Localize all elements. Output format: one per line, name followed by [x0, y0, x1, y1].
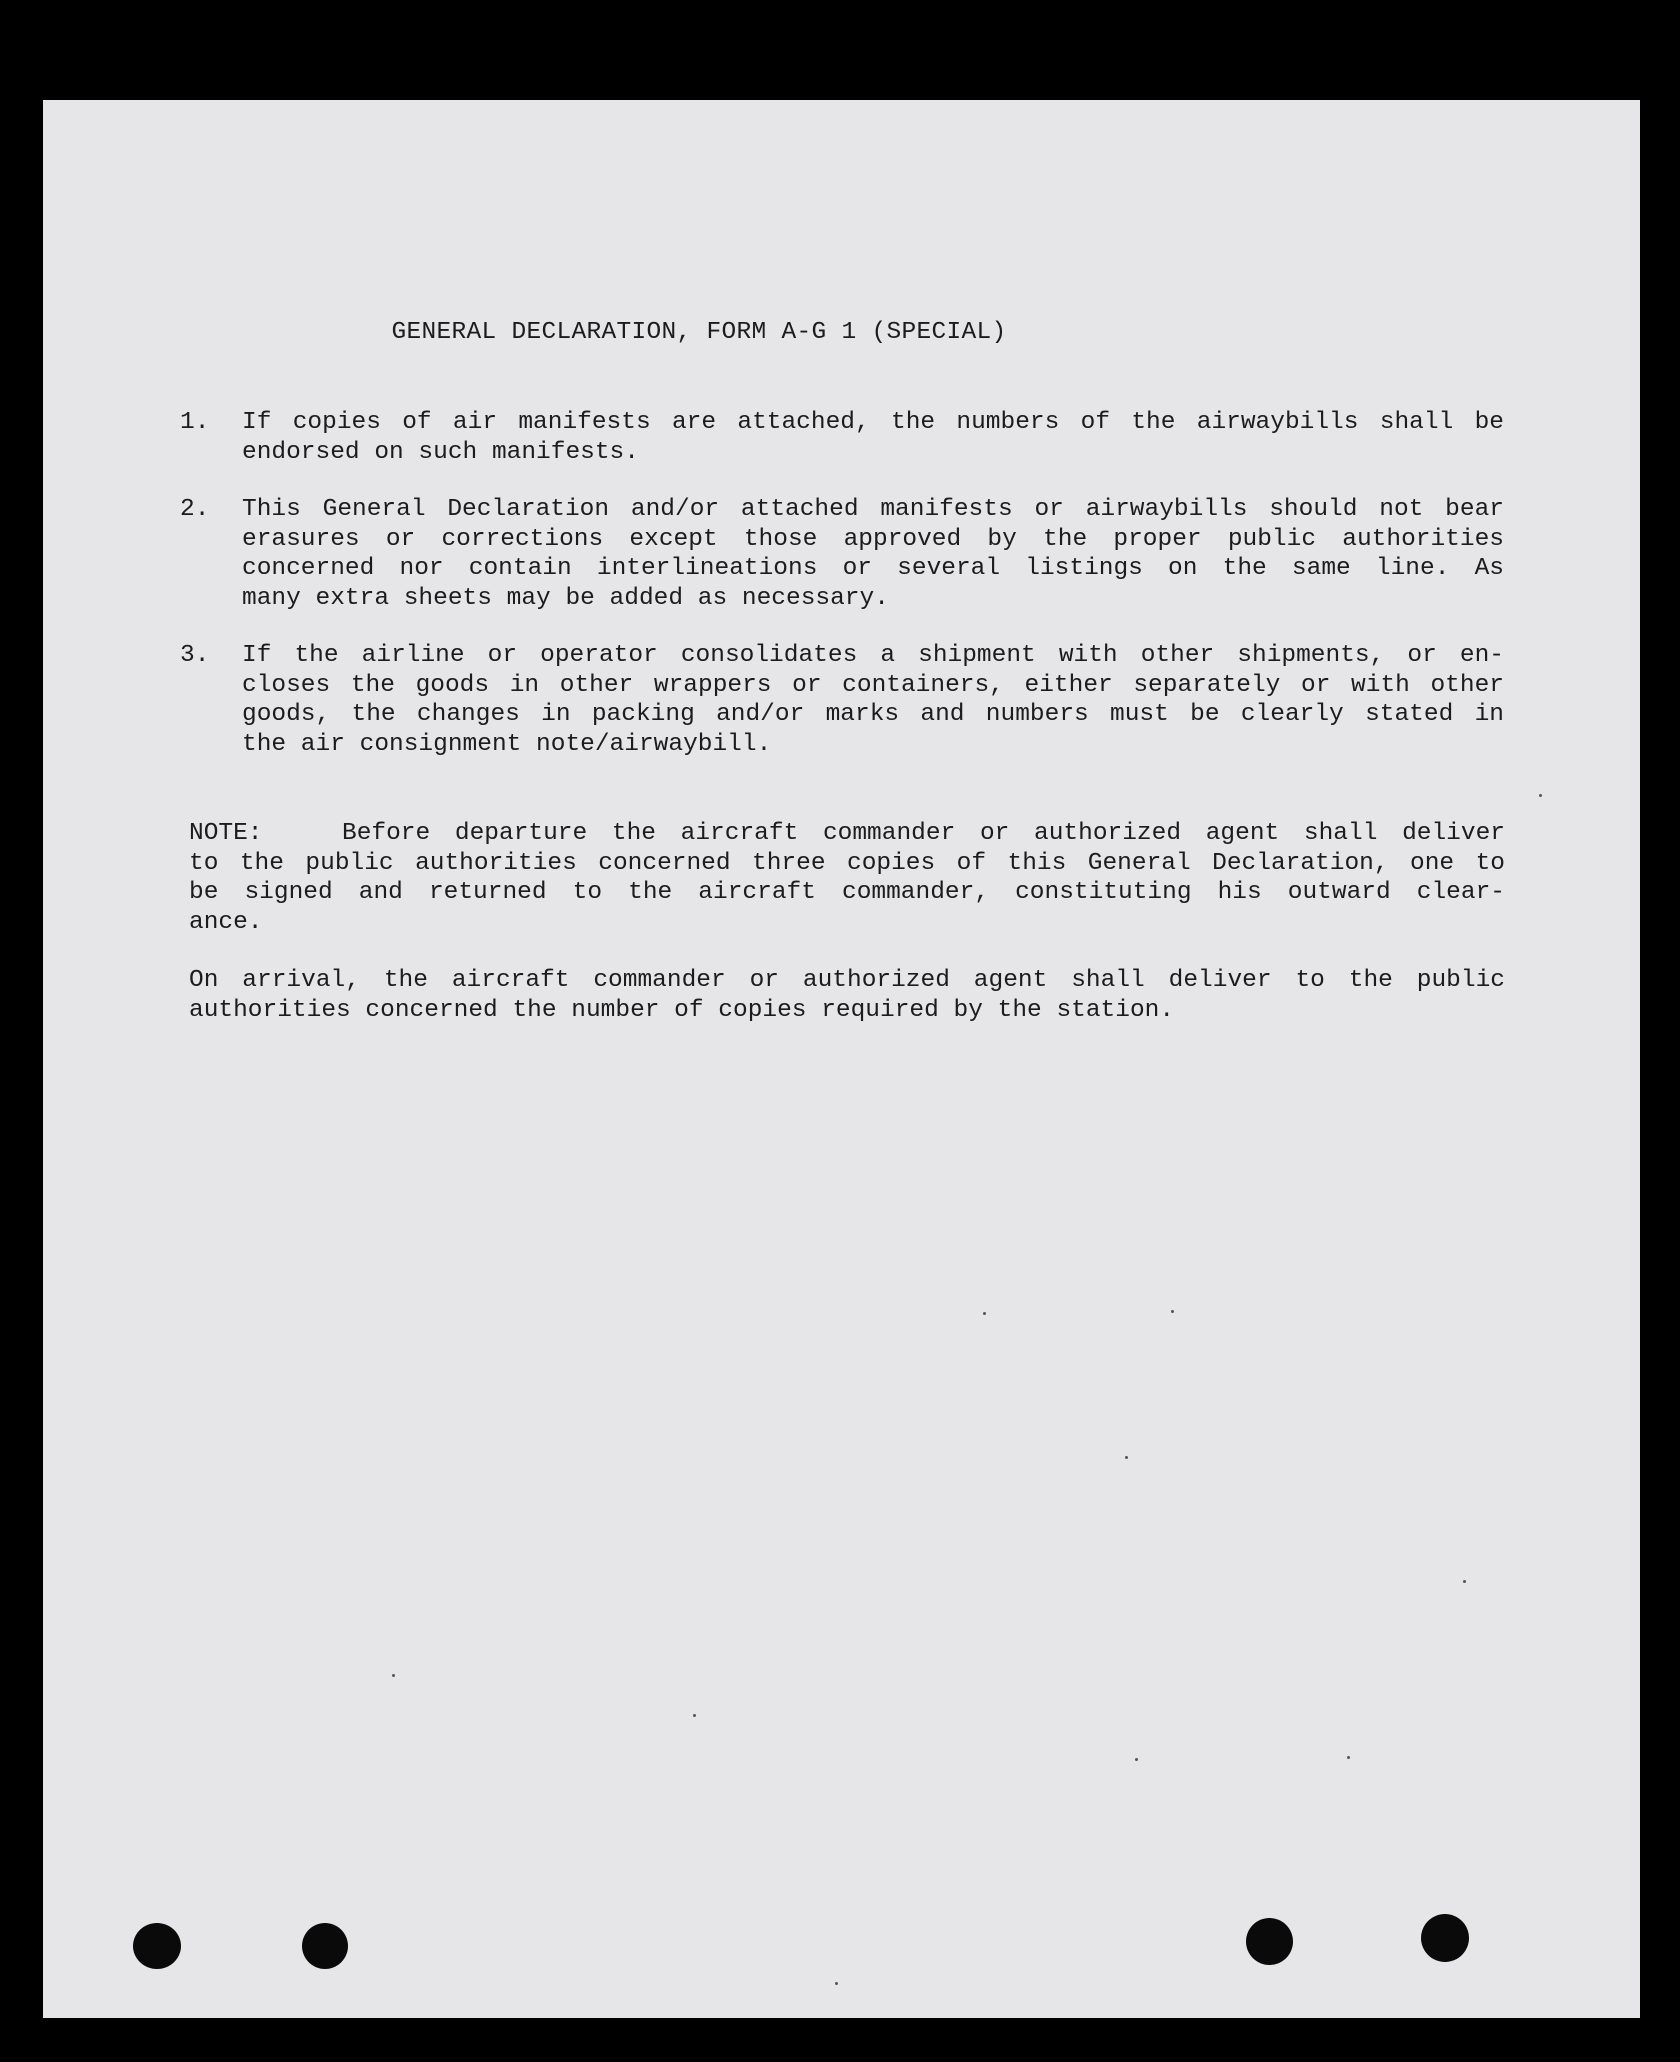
text-line: If the airline or operator consolidates a shipment with other shipments, or en-	[242, 642, 1504, 669]
dust-speck	[1347, 1756, 1350, 1759]
dust-speck	[1125, 1456, 1128, 1459]
item-number: 3.	[180, 642, 210, 669]
item-number: 1.	[180, 409, 210, 436]
text-line: Before departure the aircraft commander or authorized agent shall deliver	[342, 820, 1505, 847]
punch-hole-1	[133, 1923, 181, 1969]
dust-speck	[1539, 794, 1542, 797]
text-line: goods, the changes in packing and/or marks and numbers must be clearly stated in	[242, 701, 1504, 728]
text-line: ance.	[189, 908, 263, 936]
dust-speck	[983, 1312, 986, 1315]
text-line: If copies of air manifests are attached, the numbers of the airwaybills shall be	[242, 409, 1504, 436]
text-line: closes the goods in other wrappers or containers, either separately or with other	[242, 671, 1504, 699]
dust-speck	[1463, 1580, 1466, 1583]
note-paragraph	[189, 819, 1505, 937]
text-line: to the public authorities concerned three copies of this General Declaration, one to	[189, 849, 1505, 877]
text-line: On arrival, the aircraft commander or authorized agent shall deliver to the public	[189, 967, 1505, 994]
note-label: NOTE:	[189, 820, 263, 847]
text-line: authorities concerned the number of copies required by the station.	[189, 996, 1175, 1024]
text-line: concerned nor contain interlineations or several listings on the same line. As	[242, 555, 1504, 582]
text-line: erasures or corrections except those approved by the proper public authorities	[242, 525, 1504, 553]
item-number: 2.	[180, 496, 210, 523]
dust-speck	[693, 1714, 696, 1717]
arrival-paragraph	[189, 966, 1505, 1025]
dust-speck	[835, 1982, 838, 1985]
text-line: the air consignment note/airwaybill.	[242, 730, 772, 758]
text-line: This General Declaration and/or attached manifests or airwaybills should not bear	[242, 496, 1504, 523]
text-line: endorsed on such manifests.	[242, 438, 639, 466]
item-text	[242, 495, 1504, 613]
note-first-line	[189, 819, 1505, 849]
punch-hole-2	[302, 1923, 348, 1969]
punch-hole-4	[1421, 1914, 1469, 1962]
text-line: be signed and returned to the aircraft commander, constituting his outward clear-	[189, 879, 1505, 906]
dust-speck	[1135, 1758, 1138, 1761]
item-text	[242, 408, 1504, 467]
dust-speck	[1171, 1310, 1174, 1313]
punch-hole-3	[1246, 1918, 1293, 1965]
text-line: many extra sheets may be added as necessary.	[242, 584, 889, 612]
dust-speck	[392, 1674, 395, 1677]
item-text	[242, 641, 1504, 759]
document-page	[43, 100, 1640, 2018]
document-title: GENERAL DECLARATION, FORM A-G 1 (SPECIAL)	[391, 319, 1007, 346]
